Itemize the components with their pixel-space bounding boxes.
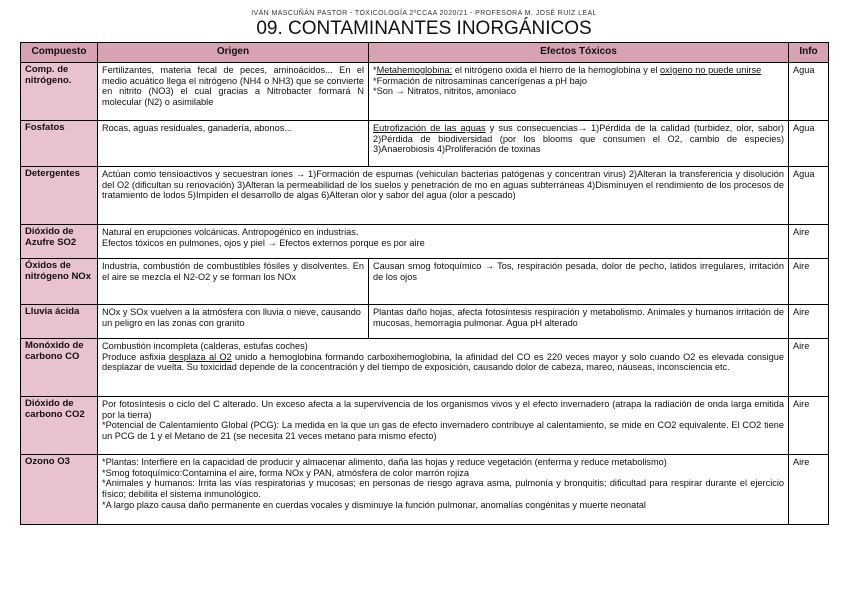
contaminants-table: [20, 42, 829, 525]
compound-name: Fosfatos: [21, 120, 98, 166]
merged-text-cell: Actúan como tensioactivos y secuestran iones → 1)Formación de espumas (vehiculan bacterias patógenas y concentran virus) 2)Alteran la transferencia y disolución del O2 (dificultan su renovación) 3)Alteran la permeabilidad de los suelos y penetración de mo en aguas subterráneas 4)Disminuyen el rendimiento de los procesos de tratamiento de lodos 5)Impiden el desarrollo de algas 6)Alteran olor y sabor del agua (olor a pescado): [98, 166, 789, 224]
compound-name: Comp. de nitrógeno.: [21, 62, 98, 120]
underlined-term: Eutrofización de las aguas: [373, 122, 486, 133]
table-row: [21, 62, 829, 120]
col-header-efectos: Efectos Tóxicos: [369, 43, 789, 63]
info-cell: Aire: [789, 304, 829, 338]
merged-text-cell: Combustión incompleta (calderas, estufas coches) Produce asfixia desplaza al O2 unido a hemoglobina formando carboxihemoglobina, la afinidad del CO es 220 veces mayor y solo cuando O2 es elevada consigue desplazar de vuelta. Su toxicidad depende de la concentración y del tiempo de exposición, causando dolor de cabeza, mareo, náuseas, inconsciencia etc.: [98, 338, 789, 396]
table-row: [21, 258, 829, 304]
merged-text-cell: Por fotosíntesis o ciclo del C alterado. Un exceso afecta a la supervivencia de los organismos vivos y el efecto invernadero (atrapa la radiación de onda larga emitida por la tierra) *Potencial de Calentamiento Global (PCG): La medida en la que un gas de efecto invernadero contribuye al calentamiento, se mide en CO2 equivalente. El CO2 tiene un PCG de 1 y el Metano de 21 (se necesita 21 veces metano para mismo efecto): [98, 396, 789, 454]
info-cell: Aire: [789, 396, 829, 454]
table-header-row: [21, 43, 829, 63]
table-row: [21, 120, 829, 166]
compound-name: Dióxido de carbono CO2: [21, 396, 98, 454]
origin-cell: NOx y SOx vuelven a la atmósfera con lluvia o nieve, causando un peligro en las zonas con granito: [98, 304, 369, 338]
col-header-origen: Origen: [98, 43, 369, 63]
merged-text-cell: Natural en erupciones volcánicas. Antropogénico en industrias. Efectos tóxicos en pulmones, ojos y piel → Efectos externos porque es por aire: [98, 224, 789, 258]
effects-cell: *Metahemoglobina: el nitrógeno oxida el hierro de la hemoglobina y el oxígeno no puede unirse *Formación de nitrosaminas cancerígenas a pH bajo *Son → Nitratos, nitritos, amoniaco: [369, 62, 789, 120]
info-cell: Agua: [789, 120, 829, 166]
compound-name: Detergentes: [21, 166, 98, 224]
origin-cell: Fertilizantes, materia fecal de peces, aminoácidos... En el medio acuático llega el nitrógeno (NH4 o NH3) que se convierte en nitrito (NO3) el cual gracias a Nitrobacter formará N molecular (N2) o asimilable: [98, 62, 369, 120]
table-row: [21, 338, 829, 396]
table-row: [21, 454, 829, 524]
effects-cell: Causan smog fotoquímico → Tos, respiración pesada, dolor de pecho, latidos irregulares, irritación de los ojos: [369, 258, 789, 304]
info-cell: Agua: [789, 62, 829, 120]
effects-cell: Eutrofización de las aguas y sus consecuencias→ 1)Pérdida de la calidad (turbidez, olor, sabor) 2)Pérdida de biodiversidad (por los blooms que consumen el O2, cambio de especies) 3)Anaerobiosis 4)Proliferación de toxinas: [369, 120, 789, 166]
table-row: [21, 166, 829, 224]
underlined-term: oxígeno no puede unirse: [660, 64, 762, 75]
origin-cell: Industria, combustión de combustibles fósiles y disolventes. En el aire se mezcla el N2-O2 y se forman los NOx: [98, 258, 369, 304]
info-cell: Aire: [789, 224, 829, 258]
info-cell: Aire: [789, 258, 829, 304]
table-row: [21, 396, 829, 454]
compound-name: Dióxido de Azufre SO2: [21, 224, 98, 258]
col-header-info: Info: [789, 43, 829, 63]
table-row: [21, 224, 829, 258]
page-title: 09. CONTAMINANTES INORGÁNICOS: [256, 18, 592, 39]
compound-name: Monóxido de carbono CO: [21, 338, 98, 396]
underlined-term: Metahemoglobina:: [376, 64, 453, 75]
compound-name: Ozono O3: [21, 454, 98, 524]
document-header: IVÁN MASCUÑÁN PASTOR - TOXICOLOGÍA 2ºCCAA 2020/21 - PROFESORA M. JOSÉ RUIZ LEAL: [251, 10, 597, 17]
col-header-compuesto: Compuesto: [21, 43, 98, 63]
info-cell: Agua: [789, 166, 829, 224]
underlined-term: desplaza al O2: [168, 351, 232, 362]
origin-cell: Rocas, aguas residuales, ganadería, abonos...: [98, 120, 369, 166]
compound-name: Lluvia ácida: [21, 304, 98, 338]
compound-name: Óxidos de nitrógeno NOx: [21, 258, 98, 304]
table-row: [21, 304, 829, 338]
info-cell: Aire: [789, 454, 829, 524]
merged-text-cell: *Plantas: Interfiere en la capacidad de producir y almacenar alimento, daña las hojas y reduce vegetación (enferma y reduce metabolismo) *Smog fotoquímico:Contamina el aire, forma NOx y PAN, atmósfera de color marrón rojiza *Animales y humanos: Irrita las vías respiratorias y mucosas; en personas de riesgo agrava asma, pulmonía y bronquitis; dificultad para respirar durante el ejercicio físico; debilita el sistema inmunológico. *A largo plazo causa daño permanente en cuerdas vocales y disminuye la función pulmonar, anomalías congénitas y muerte neonatal: [98, 454, 789, 524]
info-cell: Aire: [789, 338, 829, 396]
effects-cell: Plantas daño hojas, afecta fotosíntesis respiración y metabolismo. Animales y humanos irritación de mucosas, hemorragia pulmonar. Agua pH alterado: [369, 304, 789, 338]
